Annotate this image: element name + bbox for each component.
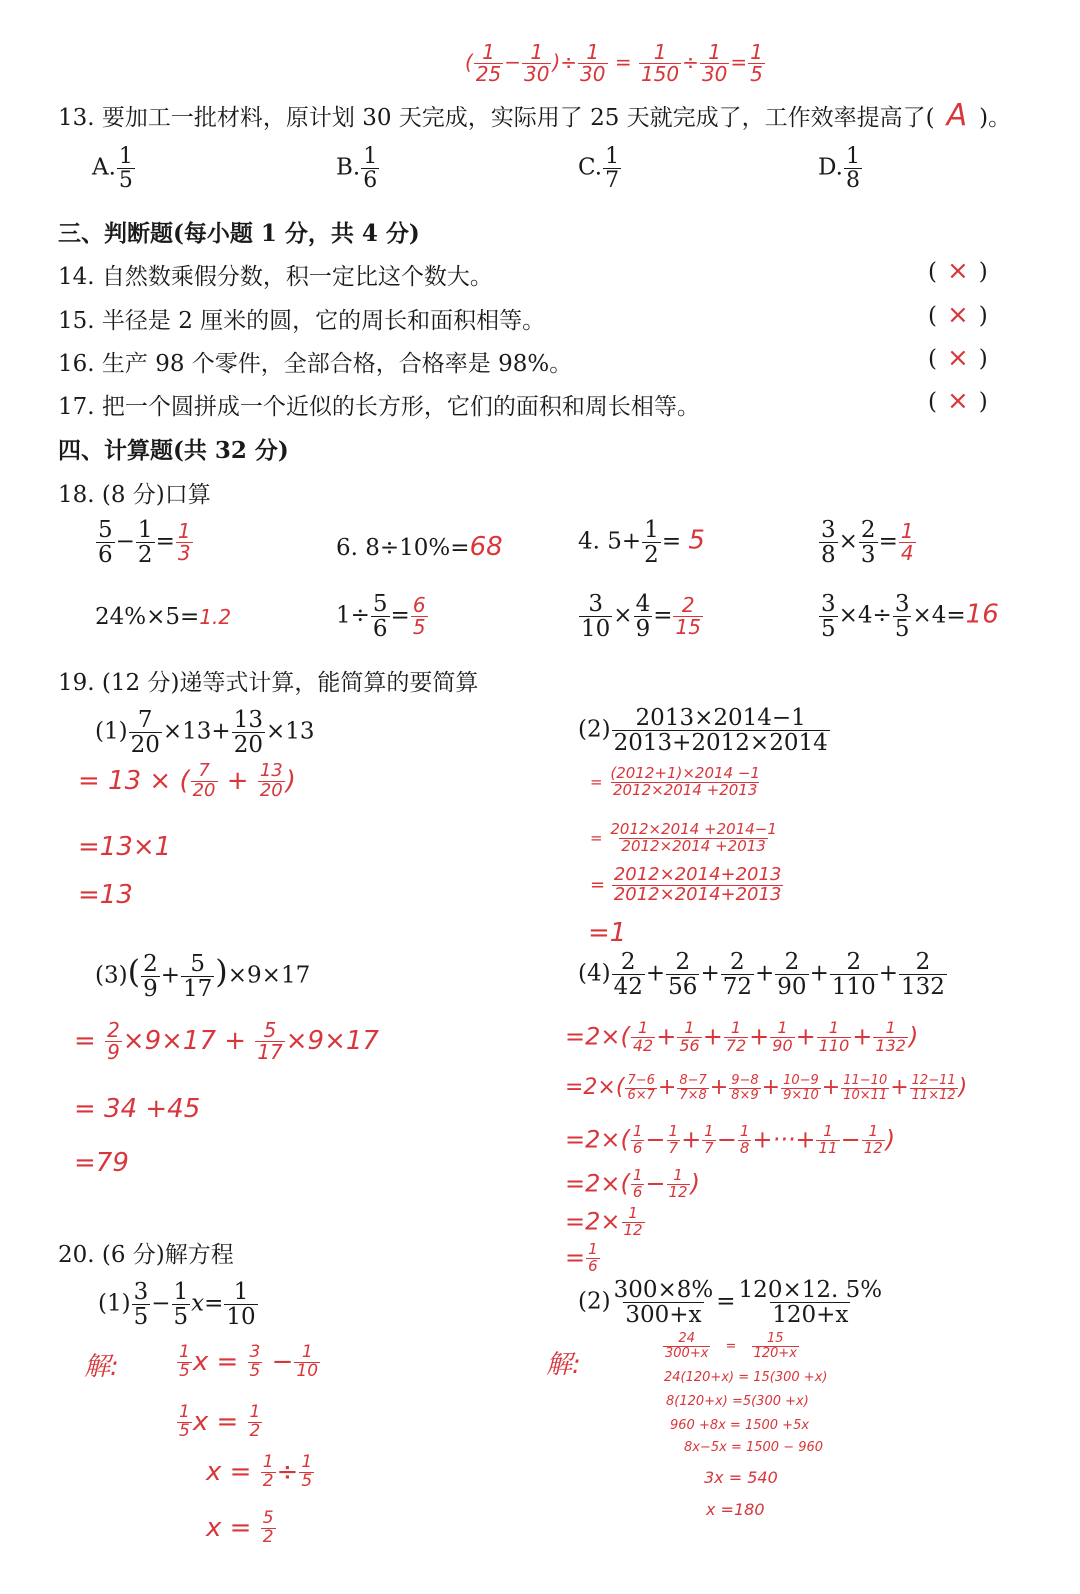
q20-p2-step3: 8(120+x) =5(300 +x): [666, 1394, 809, 1409]
q19-p4-step3: =2×( $\frac{1}{6}$ − $\frac{1}{7}$ + $\frac{1}{7}$ − $\frac{1}{8}$ +···+ $\frac{1}{11}$ − $\frac{1}{12}$ ): [565, 1122, 896, 1157]
q18-item-1: $\frac{5}{6}$ − $\frac{1}{2}$ = $\frac{1}{3}$: [98, 517, 191, 569]
q18-item-8: $\frac{3}{5}$ ×4÷ $\frac{3}{5}$ ×4=16: [821, 591, 999, 643]
q14-mark: ×: [946, 256, 969, 286]
q19-p4-step2: =2×( $\frac{7-6}{6\times 7}$ + $\frac{8-7}{7\times 8}$ + $\frac{9-8}{8\times 9}$ + $\frac{10-9}{9\times 10}$ + $\frac{11-10}{10\times 11}$ + $\frac{12-11}{11\times 12}$ ): [565, 1073, 968, 1103]
q19-p4-step4: =2×( $\frac{1}{6}$ − $\frac{1}{12}$ ): [565, 1166, 700, 1201]
q19-p4-step6: = $\frac{1}{6}$: [565, 1240, 598, 1275]
q19-p2-step1: = $\frac{(2012+1)\times 2014 -1}{2012\times 2014 +2013}$: [590, 764, 760, 799]
q20-p1-jie: 解:: [84, 1352, 119, 1382]
q17-mark: ×: [946, 386, 969, 416]
q19-p2-step2: = $\frac{2012\times 2014 +2014-1}{2012\times 2014 +2013}$: [590, 820, 777, 855]
q19-p3-step3: =79: [74, 1148, 129, 1178]
section3-heading: 三、判断题(每小题 1 分，共 4 分): [58, 220, 420, 247]
q15-statement: 15. 半径是 2 厘米的圆，它的周长和面积相等。: [58, 308, 546, 334]
q19-p1-step1: = 13 × ( $\frac{7}{20}$ + $\frac{13}{20}$ ): [78, 760, 296, 801]
q19-p4-step5: =2× $\frac{1}{12}$: [565, 1204, 643, 1239]
q13-option-b: B. $\frac{1}{6}$: [336, 144, 378, 194]
q20-p1-step1: $\frac{1}{5}$ x = $\frac{3}{5}$ − $\frac{1}{10}$: [179, 1342, 319, 1381]
q13-answer: A: [946, 98, 968, 133]
q20-p2-step7: x =180: [706, 1500, 765, 1519]
q14-statement: 14. 自然数乘假分数，积一定比这个数大。: [58, 264, 493, 290]
q19-p4-step1: =2×( $\frac{1}{42}$ + $\frac{1}{56}$ + $\frac{1}{72}$ + $\frac{1}{90}$ + $\frac{1}{110}$ + $\frac{1}{132}$ ): [565, 1018, 919, 1055]
q13-work-note: ( $\frac{1}{25}$ − $\frac{1}{30}$ )÷ $\frac{1}{30}$ = $\frac{1}{150}$ ÷ $\frac{1}{30}$ = $\frac{1}{5}$: [465, 40, 763, 86]
q20-title: 20. (6 分)解方程: [58, 1242, 234, 1268]
q17-answer-box: ( × ): [928, 386, 988, 416]
q19-p4-expression: (4) $\frac{2}{42}$ + $\frac{2}{56}$ + $\frac{2}{72}$ + $\frac{2}{90}$ + $\frac{2}{110}$ + $\frac{2}{132}$: [578, 949, 945, 1001]
q19-title: 19. (12 分)递等式计算，能简算的要简算: [58, 670, 479, 696]
q20-p2-step4: 960 +8x = 1500 +5x: [670, 1418, 810, 1433]
q20-p2-step6: 3x = 540: [704, 1468, 778, 1487]
q14-answer-box: ( × ): [928, 256, 988, 286]
q18-item-6: 1÷ $\frac{5}{6}$ = $\frac{6}{5}$: [336, 591, 426, 643]
q13-question: 13. 要加工一批材料，原计划 30 天完成，实际用了 25 天就完成了，工作效率提高了( A )。: [58, 98, 1012, 133]
q19-p3-step1: = $\frac{2}{9}$ ×9×17 + $\frac{5}{17}$ ×9×17: [74, 1018, 379, 1064]
q20-p1-step4: x = $\frac{5}{2}$: [206, 1508, 274, 1547]
q19-p3-step2: = 34 +45: [74, 1094, 201, 1124]
q13-option-d: D. $\frac{1}{8}$: [818, 144, 860, 194]
q20-p1-step2: $\frac{1}{5}$ x = $\frac{1}{2}$: [179, 1402, 261, 1441]
q15-mark: ×: [946, 300, 969, 330]
q18-item-4: $\frac{3}{8}$ × $\frac{2}{3}$ = $\frac{1}{4}$: [821, 517, 914, 569]
q19-p1-step2: =13×1: [78, 832, 172, 862]
q20-p2-step5: 8x−5x = 1500 − 960: [684, 1440, 824, 1455]
q20-p2-step1: $\frac{24}{300+x}$ = $\frac{15}{120+x}$: [665, 1331, 797, 1361]
section4-heading: 四、计算题(共 32 分): [58, 437, 289, 464]
q20-p2-step2: 24(120+x) = 15(300 +x): [664, 1370, 828, 1385]
q18-item-3: 4. 5+ $\frac{1}{2}$ = 5: [578, 517, 705, 569]
q18-item-5: 24%×5=1.2: [95, 604, 232, 630]
q20-p1-equation: (1) $\frac{3}{5}$ − $\frac{1}{5}$ x= $\frac{1}{10}$: [98, 1279, 256, 1331]
q16-answer-box: ( × ): [928, 343, 988, 373]
q13-option-a: A. $\frac{1}{5}$: [92, 144, 133, 194]
q19-p2-step3: = $\frac{2012\times 2014+2013}{2012\times 2014+2013}$: [590, 864, 782, 905]
q15-answer-box: ( × ): [928, 300, 988, 330]
q18-item-2: 6. 8÷10%=68: [336, 532, 503, 562]
q20-p2-jie: 解:: [546, 1350, 581, 1380]
q16-statement: 16. 生产 98 个零件，全部合格，合格率是 98%。: [58, 351, 573, 377]
q19-p3-expression: (3)( $\frac{2}{9}$ + $\frac{5}{17}$ )×9×17: [95, 951, 311, 1003]
q20-p1-step3: x = $\frac{1}{2}$ ÷ $\frac{1}{5}$: [206, 1452, 313, 1491]
q18-item-7: $\frac{3}{10}$ × $\frac{4}{9}$ = $\frac{2}{15}$: [581, 591, 701, 643]
q19-p1-step3: =13: [78, 880, 133, 910]
q16-mark: ×: [946, 343, 969, 373]
q19-p2-expression: (2) $\frac{2013\times 2014-1}{2013+2012\times 2014}$: [578, 705, 828, 757]
q19-p2-step4: =1: [588, 918, 627, 948]
q13-option-c: C. $\frac{1}{7}$: [578, 144, 620, 194]
q20-p2-equation: (2) $\frac{300\times 8\%}{300+x}$ = $\frac{120\times 12. 5\%}{120+x}$: [578, 1277, 883, 1329]
q18-title: 18. (8 分)口算: [58, 482, 211, 508]
q17-statement: 17. 把一个圆拼成一个近似的长方形，它们的面积和周长相等。: [58, 394, 700, 420]
q19-p1-expression: (1) $\frac{7}{20}$ ×13+ $\frac{13}{20}$ ×13: [95, 707, 315, 759]
